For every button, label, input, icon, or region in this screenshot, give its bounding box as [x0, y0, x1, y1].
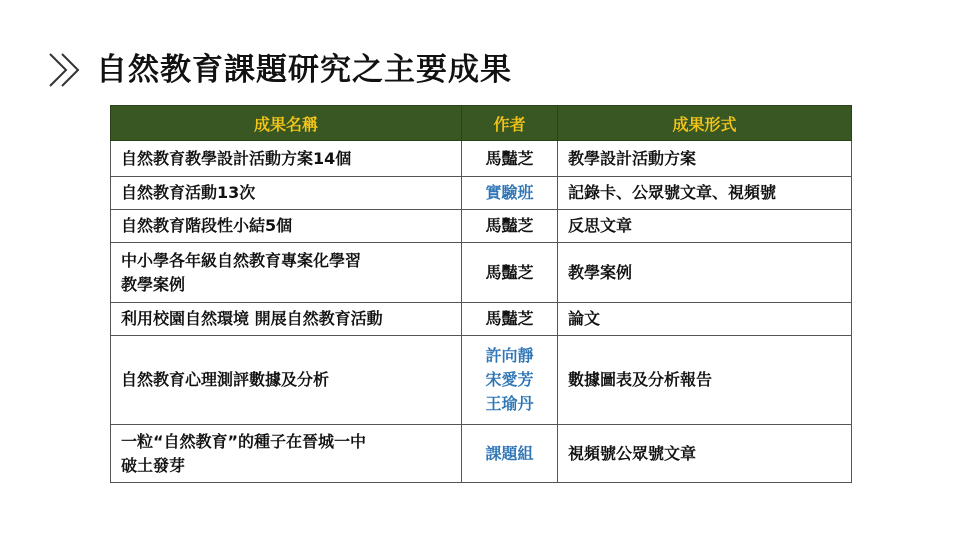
- table-row: [111, 177, 852, 210]
- table-row: [111, 210, 852, 243]
- cell-name: 利用校園自然環境 開展自然教育活動: [111, 303, 462, 336]
- cell-form: 視頻號公眾號文章: [558, 425, 852, 483]
- cell-author: 馬豔芝: [462, 141, 558, 177]
- table-row: [111, 425, 852, 483]
- results-table: [110, 105, 852, 483]
- cell-name: 一粒“自然教育”的種子在晉城一中 破土發芽: [111, 425, 462, 483]
- table-header-row: [111, 106, 852, 141]
- page-title: 自然教育課題研究之主要成果: [96, 52, 512, 88]
- cell-name: 自然教育活動13次: [111, 177, 462, 210]
- table-row: [111, 303, 852, 336]
- cell-author: 馬豔芝: [462, 210, 558, 243]
- cell-author: 實驗班: [462, 177, 558, 210]
- table-row: [111, 243, 852, 303]
- table-row: [111, 336, 852, 425]
- cell-form: 教學案例: [558, 243, 852, 303]
- cell-name: 中小學各年級自然教育專案化學習 教學案例: [111, 243, 462, 303]
- cell-name: 自然教育心理測評數據及分析: [111, 336, 462, 425]
- table-row: [111, 141, 852, 177]
- cell-form: 反思文章: [558, 210, 852, 243]
- header-form: 成果形式: [558, 106, 852, 141]
- cell-form: 記錄卡、公眾號文章、視頻號: [558, 177, 852, 210]
- double-chevron-right-icon: [46, 50, 86, 90]
- cell-form: 數據圖表及分析報告: [558, 336, 852, 425]
- cell-form: 論文: [558, 303, 852, 336]
- cell-name: 自然教育教學設計活動方案14個: [111, 141, 462, 177]
- header-author: 作者: [462, 106, 558, 141]
- cell-form: 教學設計活動方案: [558, 141, 852, 177]
- cell-author: 課題組: [462, 425, 558, 483]
- cell-author: 馬豔芝: [462, 243, 558, 303]
- cell-author: 馬豔芝: [462, 303, 558, 336]
- header-name: 成果名稱: [111, 106, 462, 141]
- cell-author: 許向靜 宋愛芳 王瑜丹: [462, 336, 558, 425]
- cell-name: 自然教育階段性小結5個: [111, 210, 462, 243]
